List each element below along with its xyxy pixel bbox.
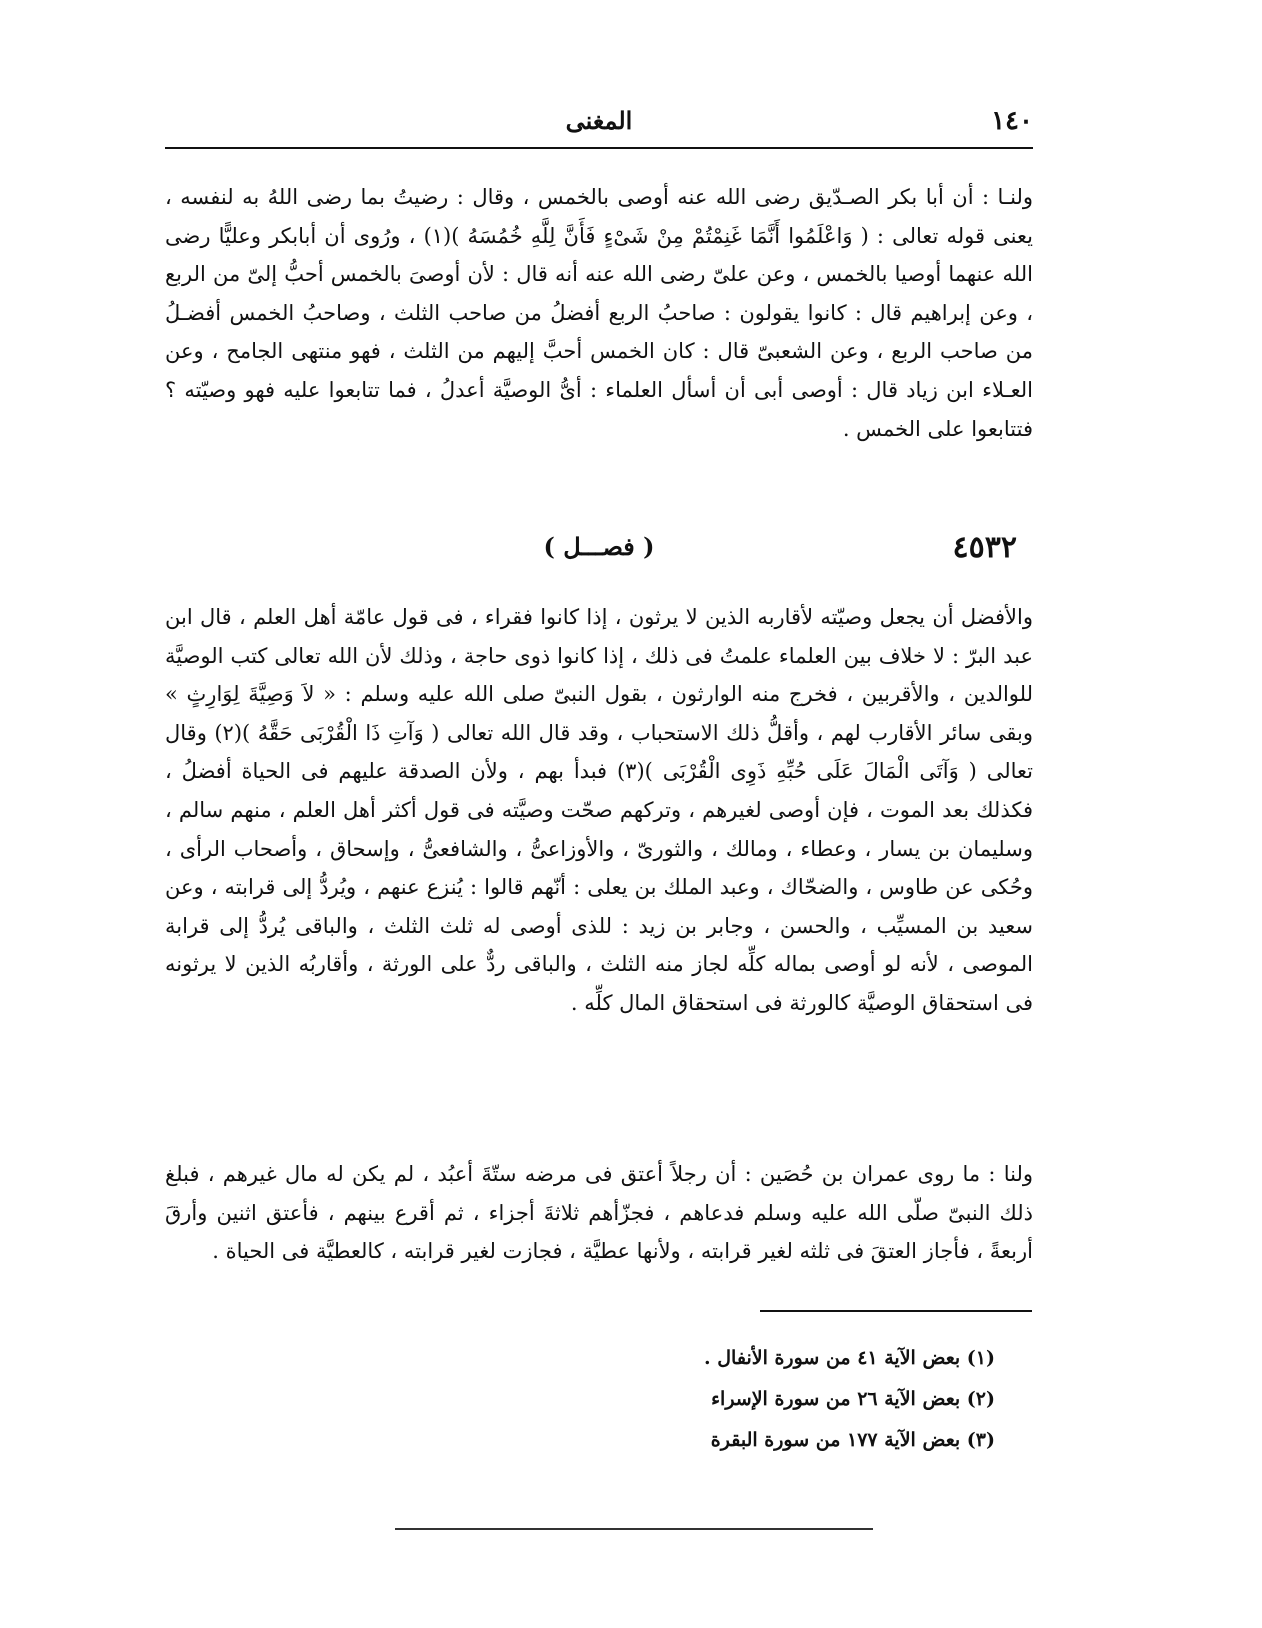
paragraph-section-argument: ولنا : ما روى عمران بن حُصَين : أن رجلاً أعتق فى مرضه ستّةَ أعبُد ، لم يكن له مال غيرهم ، فبلغ ذلك النبىّ صلّى الله عليه وسلم فدعاهم ، فجزّأهم ثلاثةَ أجزاء ، ثم أقرع بينهم ، فأعتق اثنين وأرقَ أربعةً ، فأجاز العتقَ فى ثلثه لغير قرابته ، ولأنها عطيَّة ، فجازت لغير قرابته ، كالعطيَّة فى الحياة . — [165, 1162, 1033, 1264]
page-header — [165, 102, 1033, 142]
footnote-rule — [760, 1310, 1032, 1312]
footnote-2: (٢) بعض الآية ٢٦ من سورة الإسراء — [711, 1388, 995, 1410]
header-rule — [165, 147, 1033, 149]
page-number: ١٤٠ — [991, 106, 1033, 136]
bottom-rule — [395, 1528, 873, 1530]
section-title: ( فصـــل ) — [543, 532, 655, 561]
running-title: المغنى — [565, 106, 633, 135]
section-heading — [165, 528, 1033, 572]
paragraph-opening: ولنـا : أن أبا بكر الصـدّيق رضى الله عنه أوصى بالخمس ، وقال : رضيتُ بما رضى اللهُ به لنفسه ، يعنى قوله تعالى : ( وَاعْلَمُوا أَنَّمَا غَنِمْتُمْ مِنْ شَىْءٍ فَأَنَّ لِلَّهِ خُمُسَهُ )(١) ، ورُوى أن أبابكر وعليًّا رضى الله عنهما أوصيا بالخمس ، وعن علىّ رضى الله عنه أنه قال : لأن أوصىَ بالخمس أحبُّ إلىّ من الربع ، وعن إبراهيم قال : كانوا يقولون : صاحبُ الربع أفضلُ من صاحب الثلث ، وصاحبُ الخمس أفضـلُ من صاحب الربع ، وعن الشعبىّ قال : كان الخمس أحبَّ إليهم من الثلث ، فهو منتهى الجامح ، وعن العـلاء ابن زياد قال : أوصى أبى أن أسأل العلماء : أىُّ الوصيَّة أعدلُ ، فما تتابعوا عليه فهو وصيّته ؟ فتتابعوا على الخمس . — [165, 185, 1033, 441]
paragraph-section-main: والأفضل أن يجعل وصيّته لأقاربه الذين لا يرثون ، إذا كانوا فقراء ، فى قول عامّة أهل العلم ، قال ابن عبد البرّ : لا خلاف بين العلماء علمتُ فى ذلك ، إذا كانوا ذوى حاجة ، وذلك لأن الله تعالى كتب الوصيَّة للوالدين ، والأقربين ، فخرج منه الوارثون ، بقول النبىّ صلى الله عليه وسلم : « لاَ وَصِيَّةَ لِوَارِثٍ » وبقى سائر الأقارب لهم ، وأقلُّ ذلك الاستحباب ، وقد قال الله تعالى ( وَآتِ ذَا الْقُرْبَى حَقَّهُ )(٢) وقال تعالى ( وَآتَى الْمَالَ عَلَى حُبِّهِ ذَوِى الْقُرْبَى )(٣) فبدأ بهم ، ولأن الصدقة عليهم فى الحياة أفضلُ ، فكذلك بعد الموت ، فإن أوصى لغيرهم ، وتركهم صحّت وصيَّته فى قول أكثر أهل العلم ، منهم سالم ، وسليمان بن يسار ، وعطاء ، ومالك ، والثورىّ ، والأوزاعىُّ ، والشافعىُّ ، وإسحاق ، وأصحاب الرأى ، وحُكى عن طاوس ، والضحّاك ، وعبد الملك بن يعلى : أنّهم قالوا : يُنزع عنهم ، ويُردُّ إلى قرابته ، وعن سعيد بن المسيِّب ، والحسن ، وجابر بن زيد : للذى أوصى له ثلث الثلث ، والباقى يُردُّ إلى قرابة الموصى ، لأنه لو أوصى بماله كلِّه لجاز منه الثلث ، والباقى ردٌّ على الورثة ، وأقاربُه الذين لا يرثونه فى استحقاق الوصيَّة كالورثة فى استحقاق المال كلِّه . — [165, 605, 1033, 1015]
footnote-3: (٣) بعض الآية ١٧٧ من سورة البقرة — [710, 1429, 995, 1451]
footnotes-list — [560, 1338, 995, 1461]
footnote-1: (١) بعض الآية ٤١ من سورة الأنفال . — [704, 1347, 995, 1369]
section-number: ٤٥٣٢ — [952, 530, 1017, 565]
